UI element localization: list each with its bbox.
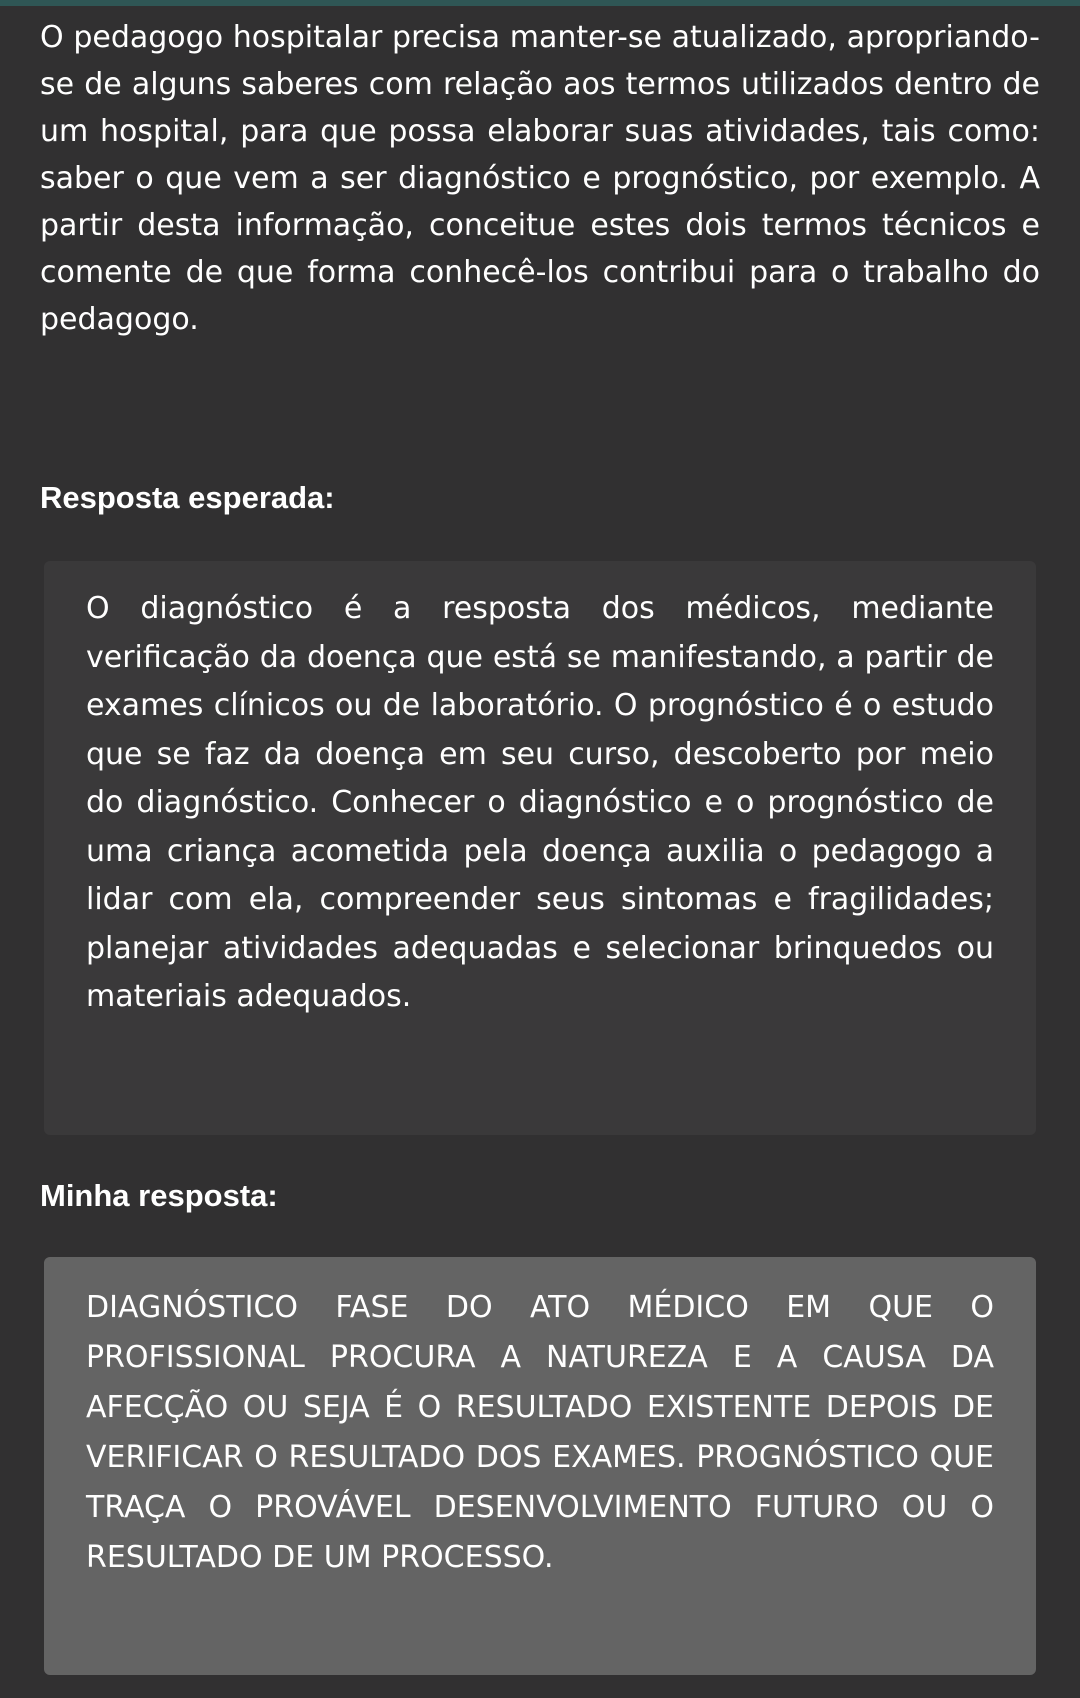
expected-answer-label: Resposta esperada: bbox=[40, 480, 335, 515]
my-answer-label: Minha resposta: bbox=[40, 1178, 278, 1213]
my-answer-text: DIAGNÓSTICO FASE DO ATO MÉDICO EM QUE O PROFISSIONAL PROCURA A NATUREZA E A CAUSA DA AFECÇÃO OU SEJA É O RESULTADO EXISTENTE DEPOIS DE VERIFICAR O RESULTADO DOS EXAMES. PROGNÓSTICO QUE TRAÇA O PROVÁVEL DESENVOLVIMENTO FUTURO OU O RESULTADO DE UM PROCESSO. bbox=[86, 1290, 994, 1575]
my-answer-card bbox=[44, 1257, 1036, 1675]
expected-answer-text: O diagnóstico é a resposta dos médicos, mediante verificação da doença que está se manifestando, a partir de exames clínicos ou de laboratório. O prognóstico é o estudo que se faz da doença em seu curso, descoberto por meio do diagnóstico. Conhecer o diagnóstico e o prognóstico de uma criança acometida pela doença auxilia o pedagogo a lidar com ela, compreender seus sintomas e fragilidades; planejar atividades adequadas e selecionar brinquedos ou materiais adequados. bbox=[86, 591, 994, 1014]
top-accent-bar bbox=[0, 0, 1080, 6]
question-text: O pedagogo hospitalar precisa manter-se atualizado, apropriando-se de alguns saberes com relação aos termos utilizados dentro de um hospital, para que possa elaborar suas atividades, tais como: saber o que vem a ser diagnóstico e prognóstico, por exemplo. A partir desta informação, conceitue estes dois termos técnicos e comente de que forma conhecê-los contribui para o trabalho do pedagogo. bbox=[40, 20, 1040, 337]
expected-answer-card bbox=[44, 561, 1036, 1135]
